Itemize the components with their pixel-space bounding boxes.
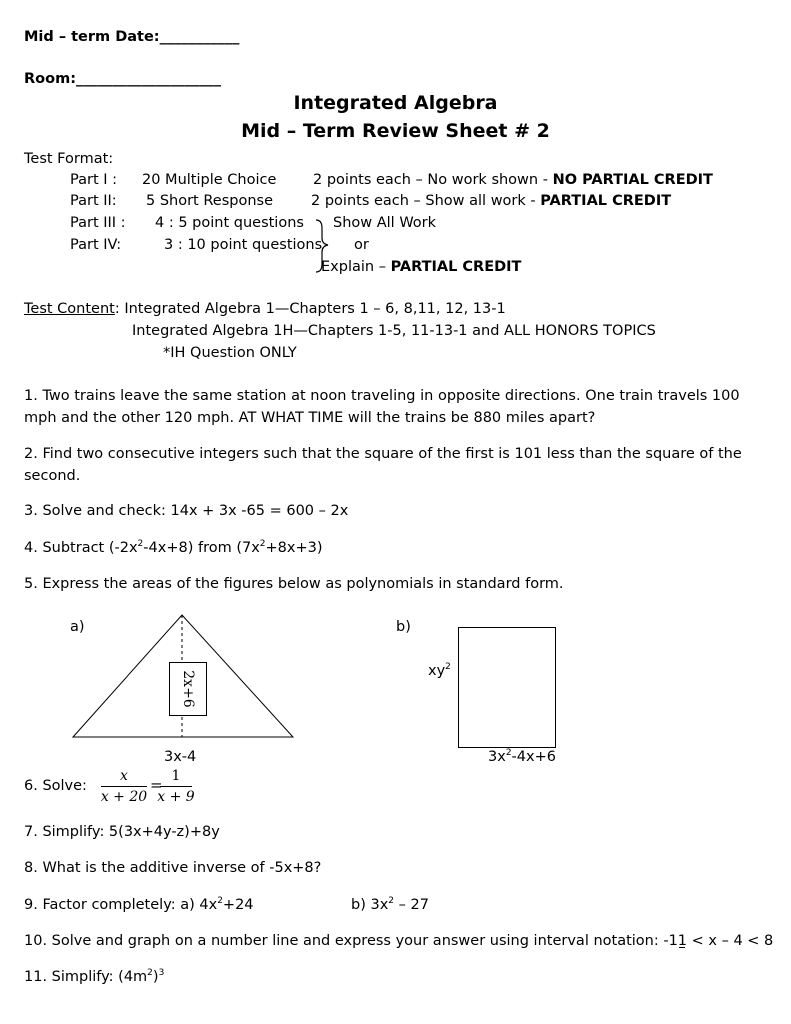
content-line-2: Integrated Algebra 1H—Chapters 1-5, 11-13-1 and ALL HONORS TOPICS xyxy=(132,323,656,339)
brace-explain xyxy=(321,258,521,276)
date-label: Mid – term Date:___________ xyxy=(24,29,240,45)
part-4-name: Part IV: xyxy=(70,237,122,253)
question-4-part-a: 4. Subtract (-2x xyxy=(24,540,138,556)
content-line-1 xyxy=(24,300,506,318)
question-9b xyxy=(351,896,429,914)
format-heading: Test Format: xyxy=(24,151,114,167)
fraction-1-numerator: x xyxy=(120,768,128,784)
equals-sign: = xyxy=(150,776,163,794)
less-equal-underline xyxy=(679,947,685,948)
question-1-line-1: 1. Two trains leave the same station at noon traveling in opposite directions. One train travels 100 xyxy=(24,388,740,404)
superscript: 2 xyxy=(259,539,266,549)
question-9a xyxy=(24,896,254,914)
brace-or: or xyxy=(354,237,369,253)
title-line-2: Mid – Term Review Sheet # 2 xyxy=(241,120,550,142)
question-9b-part-b: – 27 xyxy=(394,897,429,913)
superscript: 2 xyxy=(505,748,512,758)
superscript: 2 xyxy=(388,896,395,906)
triangle-base-label: 3x-4 xyxy=(164,749,197,765)
fraction-1-denominator: x + 20 xyxy=(100,789,148,805)
content-label: Test Content xyxy=(24,301,115,317)
part-2-desc: 5 Short Response xyxy=(146,193,273,209)
question-10: 10. Solve and graph on a number line and express your answer using interval notation: -11 < x – 4 < 8 xyxy=(24,933,774,949)
fraction-2-denominator: x + 9 xyxy=(157,789,195,805)
fraction-2-bar xyxy=(160,786,192,787)
question-8: 8. What is the additive inverse of -5x+8? xyxy=(24,860,322,876)
part-1-credit: NO PARTIAL CREDIT xyxy=(552,172,713,188)
brace-explain-text: Explain – xyxy=(321,259,386,275)
question-3: 3. Solve and check: 14x + 3x -65 = 600 – 2x xyxy=(24,503,349,519)
question-11-part-b: ) xyxy=(152,969,159,985)
question-9a-part-a: 9. Factor completely: a) 4x xyxy=(24,897,218,913)
question-6-label: 6. Solve: xyxy=(24,778,87,794)
height-label-box xyxy=(169,662,207,716)
question-4-part-c: +8x+3) xyxy=(265,540,323,556)
question-7: 7. Simplify: 5(3x+4y-z)+8y xyxy=(24,824,220,840)
part-2-scoring-text: 2 points each – Show all work - xyxy=(311,193,536,209)
question-2-line-1: 2. Find two consecutive integers such that the square of the first is 101 less than the square of the xyxy=(24,446,742,462)
question-11 xyxy=(24,968,164,986)
superscript: 2 xyxy=(445,662,451,672)
part-1-name: Part I : xyxy=(70,172,118,188)
rectangle-side-text: xy xyxy=(428,663,446,679)
title-line-1: Integrated Algebra xyxy=(293,92,498,114)
fraction-1-bar xyxy=(101,786,147,787)
part-2-name: Part II: xyxy=(70,193,117,209)
content-line-3: *IH Question ONLY xyxy=(163,345,297,361)
part-1-desc: 20 Multiple Choice xyxy=(142,172,277,188)
rectangle-figure xyxy=(458,627,556,748)
part-2-scoring xyxy=(311,192,671,210)
part-3-name: Part III : xyxy=(70,215,126,231)
question-9b-part-a: b) 3x xyxy=(351,897,389,913)
part-4-desc: 3 : 10 point questions xyxy=(164,237,323,253)
room-label: Room:____________________ xyxy=(24,71,221,87)
figure-a-label: a) xyxy=(70,619,85,635)
question-2-line-2: second. xyxy=(24,468,81,484)
superscript: 2 xyxy=(137,539,144,549)
rectangle-side-label xyxy=(428,662,451,680)
question-9a-part-b: +24 xyxy=(222,897,254,913)
fraction-2-numerator: 1 xyxy=(171,768,181,784)
question-1-line-2: mph and the other 120 mph. AT WHAT TIME will the trains be 880 miles apart? xyxy=(24,410,596,426)
part-2-credit: PARTIAL CREDIT xyxy=(540,193,672,209)
content-line-1-text: : Integrated Algebra 1—Chapters 1 – 6, 8,11, 12, 13-1 xyxy=(114,301,506,317)
superscript: 2 xyxy=(217,896,223,906)
figure-b-label: b) xyxy=(396,619,411,635)
brace-show-work: Show All Work xyxy=(333,215,437,231)
superscript: 3 xyxy=(158,968,165,978)
superscript: 2 xyxy=(147,968,153,978)
brace-credit: PARTIAL CREDIT xyxy=(390,259,522,275)
triangle-height-label: 2x+6 xyxy=(180,670,196,708)
question-4 xyxy=(24,539,323,557)
part-1-scoring xyxy=(313,171,713,189)
question-11-part-a: 11. Simplify: (4m xyxy=(24,969,148,985)
rectangle-base-part-a: 3x xyxy=(488,749,506,765)
rectangle-base-label xyxy=(488,748,556,766)
question-5: 5. Express the areas of the figures below as polynomials in standard form. xyxy=(24,576,564,592)
rectangle-base-part-b: -4x+6 xyxy=(511,749,556,765)
part-1-scoring-text: 2 points each – No work shown - xyxy=(313,172,548,188)
part-3-desc: 4 : 5 point questions xyxy=(155,215,304,231)
question-4-part-b: -4x+8) from (7x xyxy=(143,540,260,556)
